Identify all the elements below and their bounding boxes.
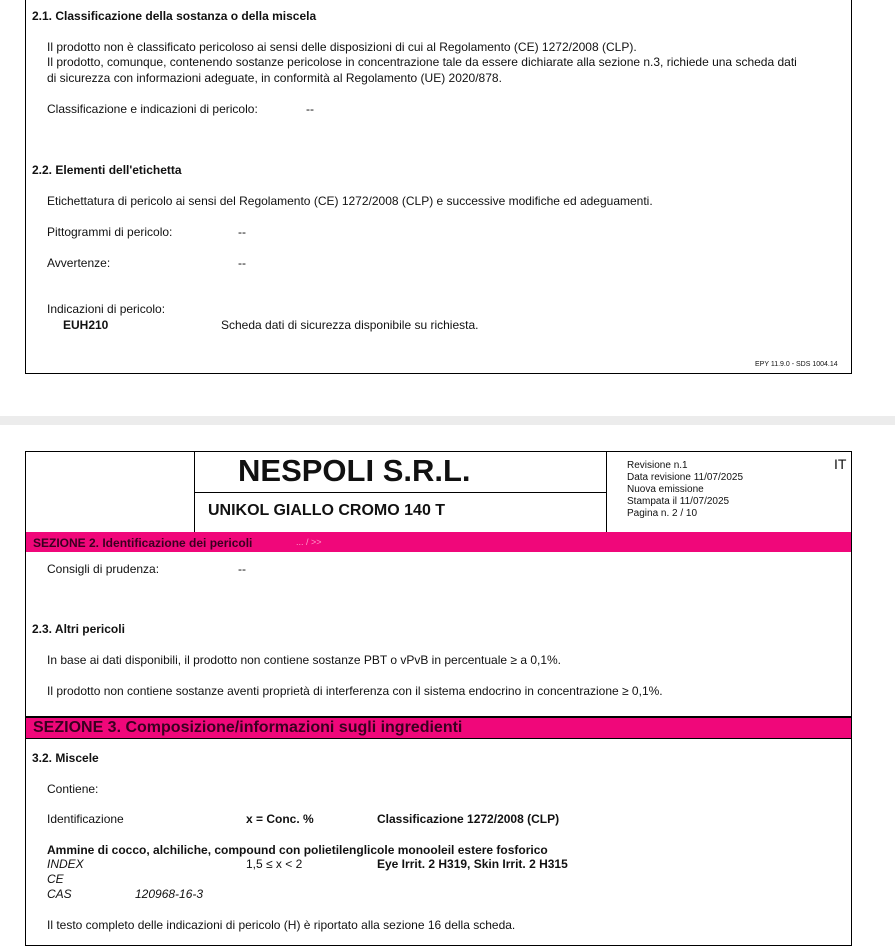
section-2-1-title: 2.1. Classificazione della sostanza o della miscela: [32, 9, 317, 23]
hazard-statements-label: Indicazioni di pericolo:: [47, 302, 166, 316]
pictograms-label: Pittogrammi di pericolo:: [47, 225, 173, 239]
contains-label: Contiene:: [47, 782, 99, 796]
euh-text: Scheda dati di sicurezza disponibile su richiesta.: [221, 318, 479, 332]
precautionary-label: Consigli di prudenza:: [47, 562, 160, 576]
precautionary-value: --: [238, 562, 246, 576]
index-label: INDEX: [47, 857, 84, 871]
revision-date: Data revisione 11/07/2025: [627, 472, 744, 483]
warnings-label: Avvertenze:: [47, 256, 111, 270]
section-3-bar: [26, 718, 851, 738]
euh-code: EUH210: [63, 318, 109, 332]
concentration-value: 1,5 ≤ x < 2: [246, 857, 303, 871]
column-identification: Identificazione: [47, 812, 124, 826]
classification-label: Classificazione e indicazioni di pericolo:: [47, 102, 258, 116]
cas-label: CAS: [47, 887, 72, 901]
s21-paragraph-1: Il prodotto non è classificato pericoloso ai sensi delle disposizioni di cui al Regolamento (CE) 1272/2008 (CLP).: [47, 40, 637, 54]
classification-value: --: [306, 102, 314, 116]
header-divider-mid: [194, 492, 607, 493]
section-2-title: SEZIONE 2. Identificazione dei pericoli: [33, 536, 253, 550]
page-separator: [0, 416, 895, 425]
page-1-footer: EPY 11.9.0 - SDS 1004.14: [755, 361, 838, 368]
section-2-bar: [26, 532, 851, 552]
section-2-continued: ... / >>: [296, 537, 322, 547]
ingredient-name: Ammine di cocco, alchiliche, compound con polietilenglicole monooleil estere fosforico: [47, 843, 548, 857]
column-concentration: x = Conc. %: [246, 812, 314, 826]
pictograms-value: --: [238, 225, 246, 239]
h-statements-footnote: Il testo completo delle indicazioni di pericolo (H) è riportato alla sezione 16 della scheda.: [47, 918, 516, 932]
s21-paragraph-2a: Il prodotto, comunque, contenendo sostanze pericolose in concentrazione tale da essere dichiarate alla sezione n.3, richiede una scheda dati: [47, 55, 797, 69]
s21-paragraph-2b: di sicurezza con informazioni adeguate, in conformità al Regolamento (UE) 2020/878.: [47, 71, 502, 85]
section-3-title: SEZIONE 3. Composizione/informazioni sugli ingredienti: [33, 719, 463, 736]
company-name: NESPOLI S.R.L.: [238, 453, 471, 488]
section-2-2-title: 2.2. Elementi dell'etichetta: [32, 163, 182, 177]
s22-paragraph: Etichettatura di pericolo ai sensi del Regolamento (CE) 1272/2008 (CLP) e successive modifiche ed adeguamenti.: [47, 194, 653, 208]
product-name: UNIKOL GIALLO CROMO 140 T: [208, 502, 446, 519]
ingredient-classification: Eye Irrit. 2 H319, Skin Irrit. 2 H315: [377, 857, 568, 871]
language-code: IT: [834, 456, 847, 472]
warnings-value: --: [238, 256, 246, 270]
cas-value: 120968-16-3: [135, 887, 204, 901]
page-number: Pagina n. 2 / 10: [627, 508, 698, 519]
page-2: [25, 451, 852, 946]
ce-label: CE: [47, 872, 64, 886]
section-3-2-title: 3.2. Miscele: [32, 751, 99, 765]
revision-number: Revisione n.1: [627, 460, 688, 471]
column-classification: Classificazione 1272/2008 (CLP): [377, 812, 560, 826]
printed-date: Stampata il 11/07/2025: [627, 496, 730, 507]
new-emission: Nuova emissione: [627, 484, 704, 495]
s23-paragraph-1: In base ai dati disponibili, il prodotto non contiene sostanze PBT o vPvB in percentuale ≥ a 0,1%.: [47, 653, 562, 667]
section-2-3-title: 2.3. Altri pericoli: [32, 622, 125, 636]
section-3-rule-bottom: [26, 738, 851, 739]
s23-paragraph-2: Il prodotto non contiene sostanze aventi proprietà di interferenza con il sistema endocrino in concentrazione ≥ 0,1%.: [47, 684, 663, 698]
